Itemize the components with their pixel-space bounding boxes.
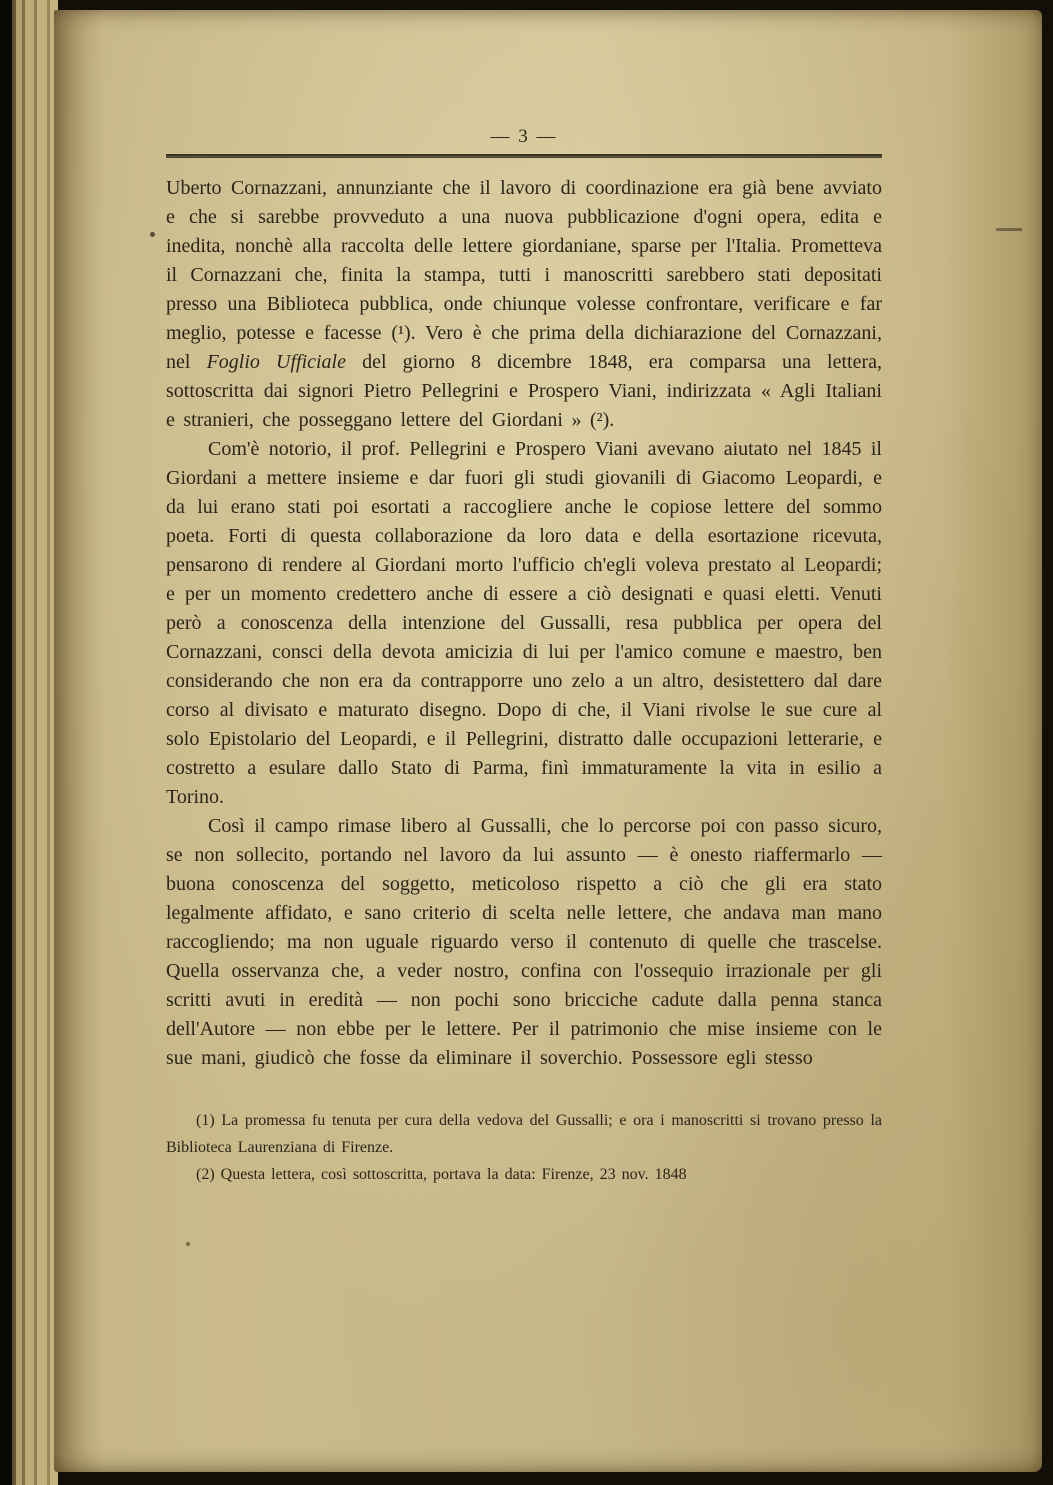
ink-speck bbox=[150, 232, 155, 237]
margin-mark bbox=[996, 228, 1022, 231]
page-number: — 3 — bbox=[490, 126, 558, 147]
page bbox=[54, 10, 1042, 1472]
paragraph: Com'è notorio, il prof. Pellegrini e Prospero Viani avevano aiutato nel 1845 il Giordani a mettere insieme e dar fuori gli studi giovanili di Giacomo Leopardi, e da lui erano stati poi esortati a raccogliere anche le copiose lettere del sommo poeta. Forti di questa collaborazione da loro data e della esortazione ricevuta, pensarono di rendere al Giordani morto l'ufficio ch'egli voleva prestato al Leopardi; e per un momento credettero anche di essere a ciò designati e quasi eletti. Venuti però a conoscenza della intenzione del Gussalli, resa pubblica per opera del Cornazzani, consci della devota amicizia di lui per l'amico comune e maestro, ben considerando che non era da contrapporre uno zelo a un altro, desistettero dal dare corso al divisato e maturato disegno. Dopo di che, il Viani rivolse le sue cure al solo Epistolario del Leopardi, e il Pellegrini, distratto dalle occupazioni letterarie, e costretto a esulare dallo Stato di Parma, finì immaturamente la vita in esilio a Torino. bbox=[166, 438, 882, 808]
footnotes bbox=[166, 1107, 882, 1188]
footnote: (2) Questa lettera, così sottoscritta, portava la data: Firenze, 23 nov. 1848 bbox=[196, 1166, 687, 1183]
book-binding-edge bbox=[0, 0, 58, 1485]
paragraph-text: del giorno 8 dicembre 1848, era comparsa una lettera, sottoscritta dai signori Pietro Pellegrini e Prospero Viani, indirizzata « Agli Italiani e stranieri, che posseggano lettere del Giordani » (²). bbox=[166, 351, 883, 431]
paragraph-text: Uberto Cornazzani, annunziante che il lavoro di coordinazione era già bene avviato e che si sarebbe provveduto a una nuova pubblicazione d'ogni opera, edita e inedita, nonchè alla raccolta delle lettere giordaniane, sparse per l'Italia. Prometteva il Cornazzani che, finita la stampa, tutti i manoscritti sarebbero stati depositati presso una Biblioteca pubblica, onde chiunque volesse confrontare, verificare e far meglio, potesse e facesse (¹). Vero è che prima della dichiarazione del Cornazzani, nel bbox=[166, 177, 882, 373]
text-block bbox=[166, 174, 882, 1188]
italic-phrase: Foglio Ufficiale bbox=[206, 351, 346, 373]
paragraph bbox=[166, 174, 882, 435]
header-rule bbox=[166, 154, 882, 158]
ink-speck bbox=[186, 1242, 190, 1246]
paragraph: Così il campo rimase libero al Gussalli, che lo percorse poi con passo sicuro, se non sollecito, portando nel lavoro da lui assunto — è onesto riaffermarlo — buona conoscenza del soggetto, meticoloso rispetto a ciò che gli era stato legalmente affidato, e sano criterio di scelta nelle lettere, che andava man mano raccogliendo; ma non uguale riguardo verso il contenuto di quelle che trascelse. Quella osservanza che, a veder nostro, confina con l'ossequio irrazionale per gli scritti avuti in eredità — non pochi sono bricciche cadute dalla penna stanca dell'Autore — non ebbe per le lettere. Per il patrimonio che mise insieme con le sue mani, giudicò che fosse da eliminare il soverchio. Possessore egli stesso bbox=[166, 815, 882, 1069]
footnote: (1) La promessa fu tenuta per cura della vedova del Gussalli; e ora i manoscritti si trovano presso la Biblioteca Laurenziana di Firenze. bbox=[166, 1112, 882, 1156]
page-header bbox=[166, 126, 882, 158]
